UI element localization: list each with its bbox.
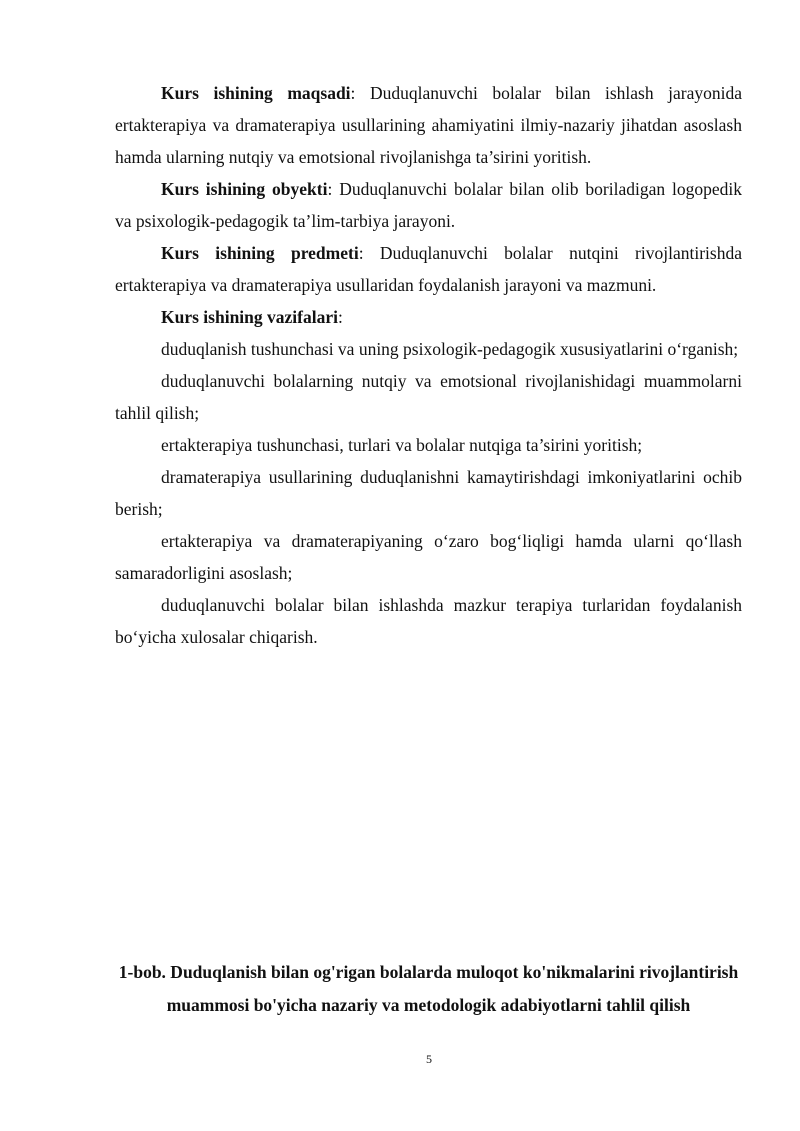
paragraph-subject [115,237,742,301]
task-item: duduqlanuvchi bolalar bilan ishlashda mazkur terapiya turlaridan foydalanish bo‘yicha xulosalar chiqarish. [115,595,742,647]
chapter-heading: 1-bob. Duduqlanish bilan og'rigan bolalarda muloqot ko'nikmalarini rivojlantirish muammosi bo'yicha nazariy va metodologik adabiyotlarni tahlil qilish [118,962,739,1015]
subject-label: Kurs ishining predmeti [161,243,359,263]
tasks-label: Kurs ishining vazifalari [161,307,338,327]
task-item: duduqlanish tushunchasi va uning psixologik-pedagogik xususiyatlarini o‘rganish; [161,339,739,359]
object-label: Kurs ishining obyekti [161,179,328,199]
paragraph-goal [115,77,742,173]
page-number: 5 [426,1052,432,1066]
task-item: dramaterapiya usullarining duduqlanishni kamaytirishdagi imkoniyatlarini ochib berish; [115,467,742,519]
goal-label: Kurs ishining maqsadi [161,83,351,103]
task-item: ertakterapiya va dramaterapiyaning o‘zaro bog‘liqligi hamda ularni qo‘llash samaradorligini asoslash; [115,531,742,583]
paragraph-object [115,173,742,237]
object-text: : Duduqlanuvchi bolalar bilan olib boriladigan logopedik va psixologik-pedagogik ta’lim-tarbiya jarayoni. [115,179,742,231]
paragraph-tasks-heading [115,301,742,333]
task-item: ertakterapiya tushunchasi, turlari va bolalar nutqiga ta’sirini yoritish; [161,435,643,455]
task-item: duduqlanuvchi bolalarning nutqiy va emotsional rivojlanishidagi muammolarni tahlil qilish; [115,371,742,423]
goal-text: : Duduqlanuvchi bolalar bilan ishlash jarayonida ertakterapiya va dramaterapiya usullarining ahamiyatini ilmiy-nazariy jihatdan asoslash hamda ularning nutqiy va emotsional rivojlanishga ta’sirini yoritish. [115,83,742,167]
subject-text: : Duduqlanuvchi bolalar nutqini rivojlantirishda ertakterapiya va dramaterapiya usullaridan foydalanish jarayoni va mazmuni. [115,243,742,295]
tasks-colon: : [337,307,343,327]
body-text [115,77,742,653]
